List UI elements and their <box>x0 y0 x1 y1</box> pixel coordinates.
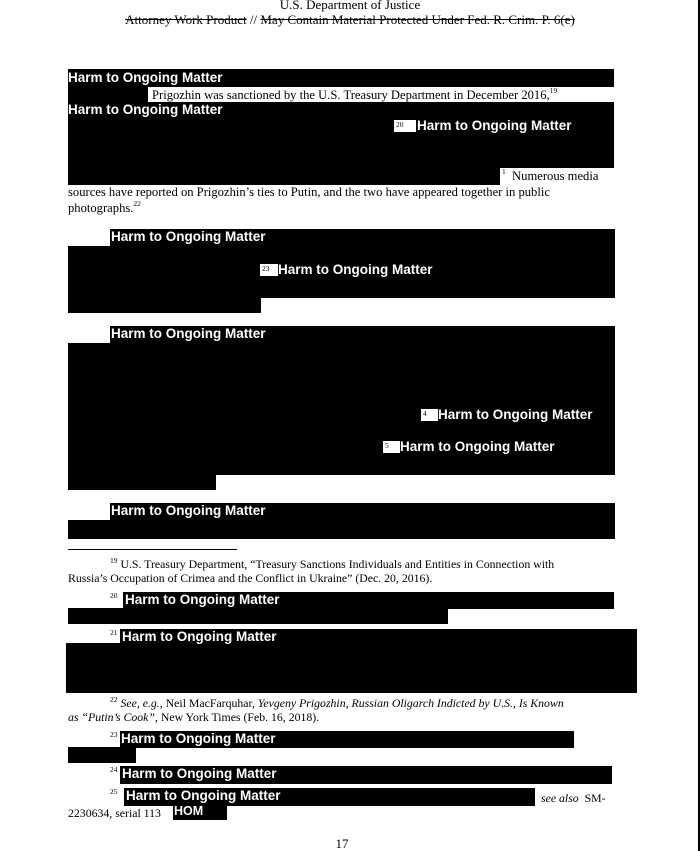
footnote-19-line2: Russia’s Occupation of Crimea and the Conflict in Ukraine” (Dec. 20, 2016). <box>68 571 433 585</box>
footnote-23-number <box>110 731 118 745</box>
footnote-20-number <box>110 592 118 606</box>
redaction-label: Harm to Ongoing Matter <box>122 766 277 781</box>
footnote-25-line2: 2230634, serial 113 <box>68 806 161 820</box>
footnote-23-num: 23 <box>110 730 118 739</box>
footnote-22-title-2: as “Putin’s Cook” <box>68 710 155 724</box>
body-line-3 <box>68 200 141 216</box>
footnote-22-number: 22 <box>110 695 118 704</box>
footnote-ref-22: 22 <box>133 199 141 208</box>
footnote-25-see-also: see also <box>541 791 579 805</box>
footnote-22-line1 <box>110 696 564 710</box>
redaction-block <box>68 520 615 539</box>
footnote-21-number <box>110 629 118 643</box>
header-awp: Attorney Work Product <box>125 12 247 27</box>
footnote-separator <box>68 549 237 550</box>
header-6e: May Contain Material Protected Under Fed. R. Crim. P. 6(e) <box>260 12 575 27</box>
redaction-block <box>68 473 216 490</box>
footnote-ref-23: 23 <box>260 264 278 276</box>
page-number: 17 <box>335 836 349 851</box>
redaction-block <box>68 608 448 624</box>
footnote-19-number: 19 <box>110 556 118 565</box>
footnote-22-line2 <box>68 710 319 724</box>
footnote-ref-24: 4 <box>421 409 438 421</box>
footnote-22-author: Neil MacFarquhar, <box>162 696 258 710</box>
body-sanction-text <box>152 87 557 103</box>
footnote-ref-19: 19 <box>549 86 558 95</box>
footnote-22-source: , New York Times (Feb. 16, 2018). <box>154 710 320 724</box>
redaction-label: Harm to Ongoing Matter <box>68 70 223 85</box>
footnote-ref-21: 1 <box>502 167 506 176</box>
redaction-block <box>68 747 136 763</box>
footnote-25-see-also-line <box>541 791 606 805</box>
footnote-19-text: U.S. Treasury Department, “Treasury Sanctions Individuals and Entities in Connection with <box>120 557 555 571</box>
footnote-20-num: 20 <box>110 591 118 600</box>
body-photographs: photographs. <box>68 201 134 215</box>
body-line-2: sources have reported on Prigozhin’s ties to Putin, and the two have appeared together in public <box>68 185 550 199</box>
header-work-product <box>0 13 700 27</box>
header-department: U.S. Department of Justice <box>279 0 421 12</box>
redaction-label: Harm to Ongoing Matter <box>278 262 433 277</box>
body-sanction-sentence: Prigozhin was sanctioned by the U.S. Treasury Department in December 2016, <box>152 88 550 102</box>
footnote-ref-20: 20 <box>394 120 416 132</box>
body-media-text <box>502 168 598 184</box>
footnote-ref-25: 5 <box>383 441 400 453</box>
footnote-25-sm: SM- <box>584 791 606 805</box>
redaction-label: Harm to Ongoing Matter <box>417 118 572 133</box>
footnote-25-num: 25 <box>110 787 118 796</box>
redaction-label: Harm to Ongoing Matter <box>111 326 266 341</box>
redaction-label: Harm to Ongoing Matter <box>400 439 555 454</box>
redaction-block <box>66 643 637 693</box>
footnote-24-num: 24 <box>110 765 118 774</box>
footnote-19-line1 <box>110 557 554 571</box>
redaction-label: Harm to Ongoing Matter <box>121 731 276 746</box>
footnote-22-title: Yevgeny Prigozhin, Russian Oligarch Indicted by U.S., Is Known <box>257 696 564 710</box>
body-numerous-media: Numerous media <box>512 169 599 183</box>
footnote-25-number <box>110 788 118 802</box>
redaction-label: Harm to Ongoing Matter <box>68 102 223 117</box>
redaction-label-short: HOM <box>174 804 204 818</box>
footnote-24-number <box>110 766 118 780</box>
redaction-label: Harm to Ongoing Matter <box>111 229 266 244</box>
redaction-block <box>68 296 261 313</box>
redaction-label: Harm to Ongoing Matter <box>438 407 593 422</box>
redaction-label: Harm to Ongoing Matter <box>125 592 280 607</box>
redaction-label: Harm to Ongoing Matter <box>111 503 266 518</box>
redaction-label: Harm to Ongoing Matter <box>122 629 277 644</box>
footnote-22-see: See, e.g., <box>120 696 163 710</box>
footnote-21-num: 21 <box>110 628 118 637</box>
redaction-label: Harm to Ongoing Matter <box>126 788 281 803</box>
redaction-block <box>68 87 148 103</box>
header-sep: // <box>246 12 261 27</box>
